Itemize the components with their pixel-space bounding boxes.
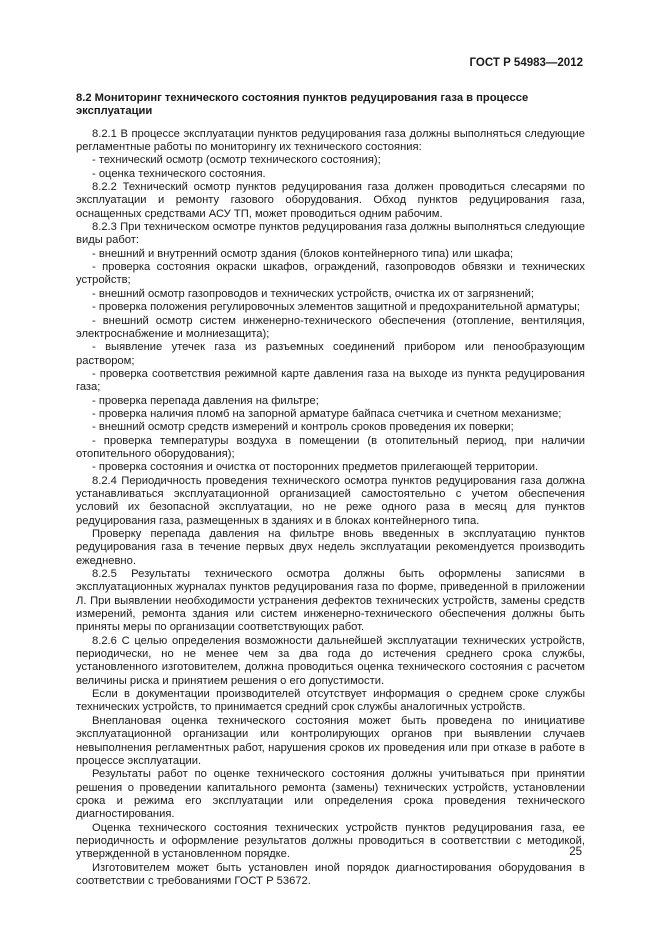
list-item: - проверка перепада давления на фильтре; — [92, 394, 319, 407]
list-item: - выявление утечек газа из разъемных соединений прибором или пенообразующим раствором; — [76, 341, 585, 367]
paragraph: Проверку перепада давления на фильтре вновь введенных в эксплуатацию пунктов редуцирования газа в течение первых двух недель эксплуатации рекомендуется производить ежедневно. — [76, 528, 585, 567]
paragraph: Оценка технического состояния технических устройств пунктов редуцирования газа, ее периодичность и оформление результатов должны проводиться в соответствии с методикой, утвержденной в установленном порядке. — [76, 821, 585, 861]
list-item: - внешний и внутренний осмотр здания (блоков контейнерного типа) или шкафа; — [92, 247, 514, 260]
list-item: - проверка положения регулировочных элементов защитной и предохранительной арматуры; — [92, 301, 580, 314]
list-item: - проверка состояния и очистка от посторонних предметов прилегающей территории. — [92, 461, 539, 474]
section-content — [76, 92, 585, 888]
list-item: - проверка состояния окраски шкафов, ограждений, газопроводов обвязки и технических устройств; — [76, 261, 585, 287]
list-item: - проверка наличия пломб на запорной арматуре байпаса счетчика и счетном механизме; — [92, 407, 562, 420]
list-item: - внешний осмотр средств измерений и контроль сроков проведения их поверки; — [92, 421, 514, 434]
paragraph: Результаты работ по оценке технического состояния должны учитываться при принятии решения о проведении капитального ремонта (замены) технических устройств, установлении срока и режима его эксплуатации или определения срока проведения технического диагностирования. — [76, 768, 585, 821]
paragraph: 8.2.6 С целью определения возможности дальнейшей эксплуатации технических устройств, периодически, но не менее чем за два года до истечения среднего срока службы, установленного изготовителем, должна проводиться оценка технического состояния с расчетом величины риска и принятием решения о его допустимости. — [76, 634, 585, 687]
page-number: 25 — [569, 846, 582, 858]
list-item: - технический осмотр (осмотр технического состояния); — [92, 154, 381, 167]
list-item: - внешний осмотр газопроводов и технических устройств, очистка их от загрязнений; — [92, 287, 535, 300]
paragraph: 8.2.5 Результаты технического осмотра должны быть оформлены записями в эксплуатационных журналах пунктов редуцирования газа по форме, приведенной в приложении Л. При выявлении необходимости устранения дефектов технических устройств, замены средств измерений, ремонта здания или систем инженерно-технического обеспечения должны быть приняты меры по организации соответствующих работ. — [76, 568, 585, 634]
paragraph: Если в документации производителей отсутствует информация о среднем сроке службы технических устройств, то принимается средний срок службы аналогичных устройств. — [76, 688, 585, 714]
list-item: - проверка соответствия режимной карте давления газа на выходе из пункта редуцирования газа; — [76, 367, 585, 394]
paragraph: 8.2.4 Периодичность проведения технического осмотра пунктов редуцирования газа должна устанавливаться эксплуатационной организацией самостоятельно с учетом обеспечения условий их безопасной эксплуатации, но не реже одного раза в месяц для пунктов редуцирования газа, размещенных в зданиях и в блоках контейнерного типа. — [76, 474, 585, 527]
list-item: - проверка температуры воздуха в помещении (в отопительный период, при наличии отопительного оборудования); — [76, 434, 585, 460]
list-item: - оценка технического состояния. — [92, 167, 266, 180]
document-code: ГОСТ Р 54983—2012 — [469, 57, 583, 69]
paragraph: Изготовителем может быть установлен иной порядок диагностирования оборудования в соответствии с требованиями ГОСТ Р 53672. — [76, 861, 585, 887]
paragraph: 8.2.1 В процессе эксплуатации пунктов редуцирования газа должны выполняться следующие регламентные работы по мониторингу их технического состояния: — [76, 127, 585, 154]
section-body — [76, 128, 585, 889]
section-heading: 8.2 Мониторинг технического состояния пунктов редуцирования газа в процессе эксплуатации — [76, 92, 529, 118]
paragraph: 8.2.3 При техническом осмотре пунктов редуцирования газа должны выполняться следующие виды работ: — [76, 221, 585, 247]
paragraph: 8.2.2 Технический осмотр пунктов редуцирования газа должен проводиться слесарями по эксплуатации и ремонту газового оборудования. Обход пунктов редуцирования газа, оснащенных средствами АСУ ТП, может проводиться одним рабочим. — [76, 181, 585, 220]
list-item: - внешний осмотр систем инженерно-технического обеспечения (отопление, вентиляция, электроснабжение и молниезащита); — [76, 314, 585, 340]
paragraph: Внеплановая оценка технического состояния может быть проведена по инициативе эксплуатационной организации или контролирующих органов при выявлении случаев невыполнения регламентных работ, нарушения сроков их проведения или при отказе в работе в процессе эксплуатации. — [76, 714, 585, 767]
